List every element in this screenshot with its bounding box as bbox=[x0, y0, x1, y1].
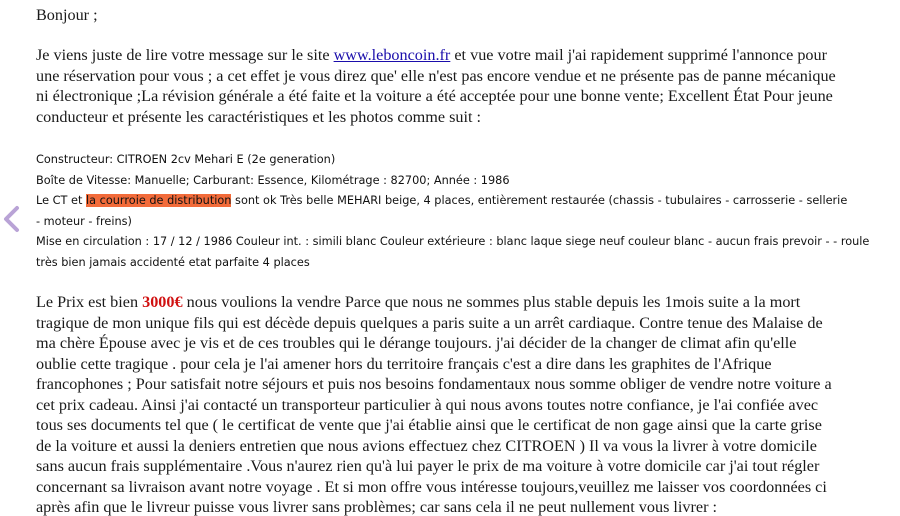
price-line-5: francophones ; Pour satisfait notre séjours et puis nos besoins fondamentaux nous somme obliger de vendre notre voiture a bbox=[36, 375, 832, 393]
intro-line-3: ni électronique ;La révision générale a été faite et la voiture a été acceptée pour une bonne vente; Excellent État Pour jeune bbox=[36, 87, 833, 105]
intro-line-1-text: Je viens juste de lire votre message sur le site bbox=[36, 46, 334, 64]
price-line-7: tous ses documents tel que ( le certificat de vente que j'ai établie ainsi que le certificat de non gage ainsi que la carte grise bbox=[36, 416, 822, 434]
specs-line-6: très bien jamais accidenté etat parfaite 4 places bbox=[36, 255, 310, 269]
specs-line-1: Constructeur: CITROEN 2cv Mehari E (2e generation) bbox=[36, 153, 336, 166]
price-line-2: tragique de mon unique fils qui est décède depuis quelques a paris suite a un arrêt cardiaque. Contre tenue des Malaise de bbox=[36, 313, 823, 332]
specs-line-3-tail: sont ok Très belle MEHARI beige, 4 places, entièrement restaurée (chassis - tubulaires - carrosserie - sellerie bbox=[231, 194, 848, 208]
price-line-6: cet prix cadeau. Ainsi j'ai contacté un transporteur particulier à qui nous avons toutes notre confiance, je l'ai confiée avec bbox=[36, 395, 819, 414]
price-value: 3000€ bbox=[142, 293, 183, 311]
highlighted-text: la courroie de distribution bbox=[86, 194, 232, 208]
leboncoin-link[interactable]: www.leboncoin.fr bbox=[333, 46, 451, 64]
price-line-3: ma chère Épouse avec je vis et de ces troubles qui le dérange toujours. j'ai décider de la changer de climat afin qu'elle bbox=[36, 334, 797, 352]
price-line-11: après afin que le livreur puisse vous livrer sans problèmes; car sans cela il ne peut nullement vous livrer : bbox=[36, 498, 718, 516]
intro-line-4: conducteur et présente les caractéristiques et les photos comme suit : bbox=[36, 107, 482, 126]
price-line-10: concernant sa livraison avant notre voyage . Et si mon offre vous intéresse toujours,veuillez me laisser vos coordonnées ci bbox=[36, 477, 827, 496]
intro-line-1-tail: et vue votre mail j'ai rapidement supprimé l'annonce pour bbox=[450, 46, 828, 64]
price-line-8: de la voiture et aussi la deniers entretien que nous avions effectuez chez CITROEN ) Il va vous la livrer à votre domicile bbox=[36, 436, 817, 455]
chevron-left-icon[interactable] bbox=[0, 205, 22, 233]
price-line-1 bbox=[36, 292, 832, 313]
specs-line-3 bbox=[36, 191, 869, 212]
specs-line-3-text: Le CT et bbox=[36, 194, 86, 208]
specs-line-2: Boîte de Vitesse: Manuelle; Carburant: Essence, Kilométrage : 82700; Année : 1986 bbox=[36, 173, 510, 187]
intro-paragraph bbox=[36, 45, 836, 127]
intro-line-1 bbox=[36, 45, 836, 66]
specs-line-4: - moteur - freins) bbox=[36, 214, 132, 228]
car-specs bbox=[36, 150, 869, 274]
specs-line-5: Mise en circulation : 17 / 12 / 1986 Couleur int. : simili blanc Couleur extérieure : blanc laque siege neuf couleur blanc - aucun frais prevoir - - roule bbox=[36, 235, 870, 249]
price-paragraph bbox=[36, 292, 832, 516]
price-line-4: oublie cette tragique . pour cela je l'ai amener hors du territoire français c'est a dire dans les graphites de l'Afrique bbox=[36, 354, 772, 373]
intro-line-2: une réservation pour vous ; a cet effet je vous direz que' elle n'est pas encore vendue et ne présente pas de panne mécanique bbox=[36, 66, 836, 85]
greeting: Bonjour ; bbox=[36, 6, 98, 24]
price-line-1-tail: nous voulions la vendre Parce que nous ne sommes plus stable depuis les 1mois suite a la mort bbox=[182, 293, 801, 311]
price-line-1-text: Le Prix est bien bbox=[36, 293, 143, 311]
price-line-9: sans aucun frais supplémentaire .Vous n'aurez rien qu'à lui payer le prix de ma voiture à votre domicile car j'ai tout régler bbox=[36, 457, 820, 475]
